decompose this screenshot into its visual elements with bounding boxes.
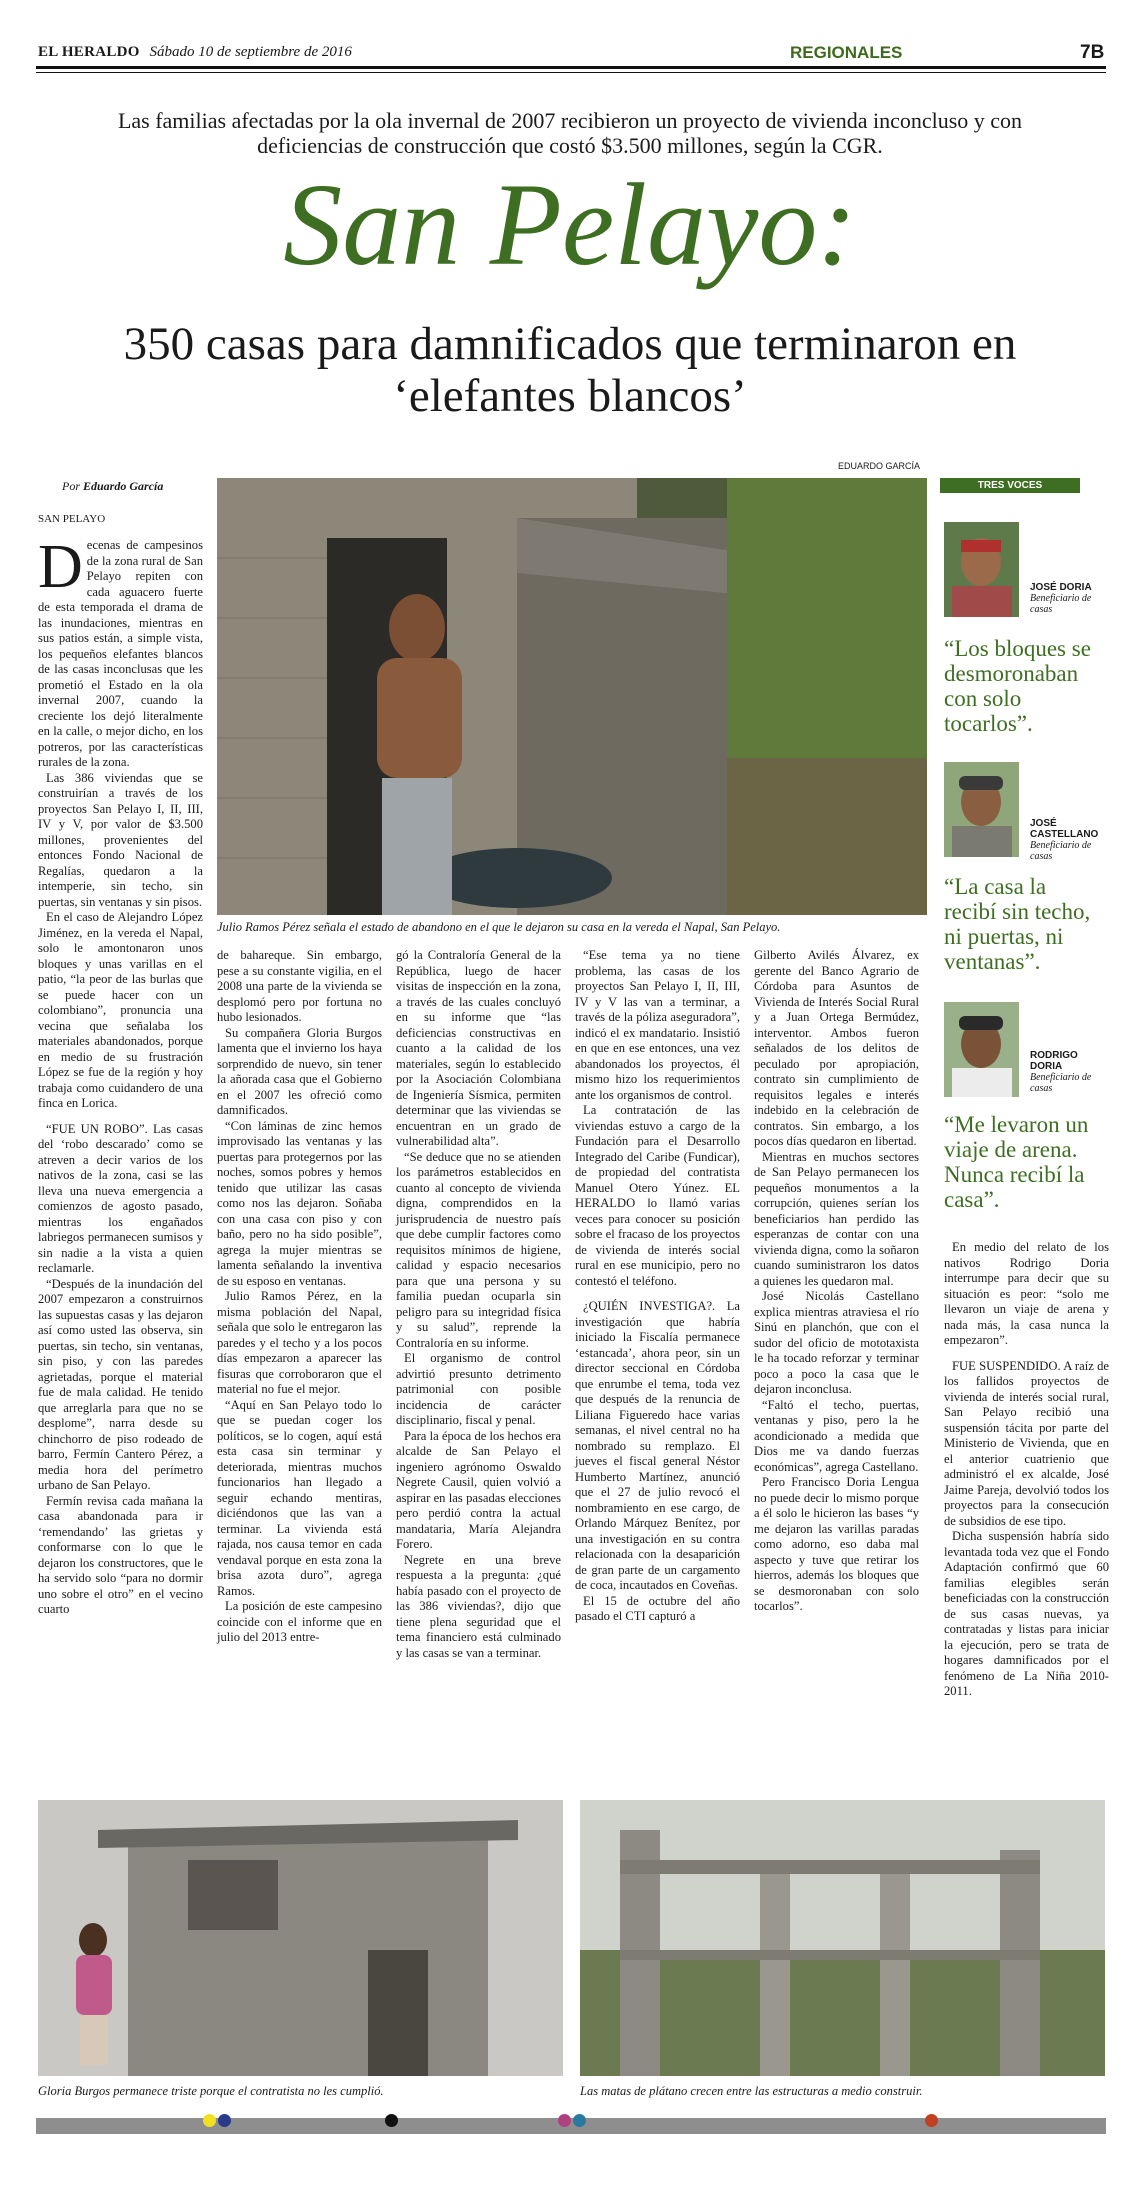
paragraph: Las 386 viviendas que se construirían a través de los proyectos San Pelayo I, II, III, IV y V, por valor de $3.500 millones, provenientes del entonces Fondo Nacional de Regalías, quedaron a la intemperie, sin techo, sin puertas, sin ventanas y sin pisos.	[38, 770, 203, 909]
paragraph: “Con láminas de zinc hemos improvisado las ventanas y las puertas para protegernos por las noches, somos pobres y hemos tenido que utilizar las casas como nos las dejaron. Soñaba con una casa con piso y con baño, pero no ha sido posible”, agrega la mujer mientras se lamenta señalando la inventiva de su esposo en ventanas.	[217, 1118, 382, 1288]
voice-quote-2: “La casa la recibí sin techo, ni puertas, ni ventanas”.	[944, 874, 1091, 974]
drop-cap: D	[38, 533, 83, 601]
registration-dot-cyan	[573, 2114, 586, 2127]
voice-name: JOSÉ CASTELLANO	[1030, 818, 1099, 840]
registration-dot-yellow	[203, 2114, 216, 2127]
voice-photo-1	[944, 522, 1019, 617]
registration-dot-magenta	[558, 2114, 571, 2127]
paragraph: Gilberto Avilés Álvarez, ex gerente del Banco Agrario de Córdoba para Asuntos de Vivienda de Interés Social Rural y a Juan Ortega Bermúdez, interventor. Ambos fueron señalados de los delitos de peculado por apropiación, contrato sin cumplimiento de requisitos legales e interés indebido en la celebración de contratos. Sin embargo, a los pocos días quedaron en libertad.	[754, 948, 919, 1148]
paragraph: La posición de este campesino coincide con el informe que en julio del 2013 entre-	[217, 1599, 382, 1644]
dateline: SAN PELAYO	[38, 513, 106, 525]
paragraph: gó la Contraloría General de la República, luego de hacer visitas de inspección en la zona, a través de las cuales concluyó en su informe que “las deficiencias constructivas en cuanto a la calidad de los materiales, según lo establecido por la Asociación Colombiana de Ingeniería Sísmica, permiten determinar que las viviendas se encuentran en un grado de vulnerabilidad alta”.	[396, 948, 561, 1148]
paragraph: de bahareque. Sin embargo, pese a su constante vigilia, en el 2008 una parte de la vivienda se desplomó pero por fortuna no hubo lesionados.	[217, 948, 382, 1024]
voice-name: JOSÉ DORIA	[1030, 582, 1092, 593]
bottom-photo-right	[580, 1800, 1105, 2076]
paragraph: El 15 de octubre del año pasado el CTI capturó a	[575, 1593, 740, 1623]
page-number: 7B	[1080, 42, 1105, 63]
byline	[62, 479, 163, 494]
paragraph: “Se deduce que no se atienden los parámetros establecidos en cuanto al concepto de vivienda digna, comprendidos en la jurisprudencia de nuestro país que debe cumplir factores como requisitos mínimos de higiene, calidad y espacio necesarios para que una persona y su familia puedan ocuparla sin peligro para su integridad física y su salud”, reprende la Contraloría en su informe.	[396, 1149, 561, 1350]
paragraph: José Nicolás Castellano explica mientras atraviesa el río Sinú en planchón, que con el sudor del oficio de mototaxista le ha tocado reforzar y terminar poco a poco la casa que le dejaron inconclusa.	[754, 1289, 919, 1396]
byline-author: Eduardo García	[83, 479, 164, 493]
paragraph: “Aquí en San Pelayo todo lo que se puedan coger los políticos, se lo cogen, aquí está esta casa sin terminar y deteriorada, mientras muchos funcionarios han llegado a seguir echando mentiras, diciéndonos que las van a terminar. La vivienda está rajada, nos causa temor en cada vendaval porque en esta zona la brisa azota duro”, agrega Ramos.	[217, 1397, 382, 1598]
paragraph: ecenas de campesinos de la zona rural de San Pelayo repiten con cada aguacero fuerte de esta temporada el drama de las inundaciones, mientras en sus patios están, a simple vista, los pequeños elefantes blancos de las casas inconclusas que les prometió el Estado en la ola invernal 2007, cuando la creciente los dejó literalmente en la calle, o mejor dicho, en los potreros, por las características rurales de la zona.	[38, 538, 203, 769]
paragraph: “Ese tema ya no tiene problema, las casas de los proyectos San Pelayo I, II, III, IV y V las van a terminar, a través de la póliza aseguradora”, indicó el ex mandatario. Insistió en que en ese entonces, una vez abandonados los proyectos, él mismo hizo los requerimientos ante los organismos de control.	[575, 948, 740, 1102]
paragraph: Pero Francisco Doria Lengua no puede decir lo mismo porque a él solo le hicieron las bases “y me dejaron las varillas paradas como adorno, eso daba mal aspecto y tuve que retirar los hierros, además los bloques que se desmoronaban con solo tocarlos”.	[754, 1475, 919, 1613]
voice-1-label	[1030, 582, 1110, 615]
registration-dot-blue	[218, 2114, 231, 2127]
article-column-5	[754, 948, 919, 1615]
voice-photo-3	[944, 1002, 1019, 1097]
voice-photo-2	[944, 762, 1019, 857]
article-column-6	[944, 1240, 1109, 1700]
bottom-caption-right: Las matas de plátano crecen entre las estructuras a medio construir.	[580, 2084, 923, 2098]
sidebar-tag: TRES VOCES	[940, 478, 1080, 493]
paragraph: La contratación de las viviendas estuvo a cargo de la Fundación para el Desarrollo Integrado del Caribe (Fundicar), de propiedad del contratista Manuel Otero Yúnez. EL HERALDO lo llamó varias veces para conocer su posición sobre el fracaso de los proyectos de vivienda de interés social rural en ese municipio, pero no contestó el teléfono.	[575, 1103, 740, 1288]
voice-quote-3: “Me levaron un viaje de arena. Nunca recibí la casa”.	[944, 1112, 1089, 1212]
paragraph: “Faltó el techo, puertas, ventanas y piso, pero la he acondicionado a medida que Dios me va dando fuerzas económicas”, agrega Castellano.	[754, 1397, 919, 1474]
masthead	[38, 44, 352, 61]
paragraph: “FUE UN ROBO”. Las casas del ‘robo descarado’ como se atreven a decir varios de los nativos de la zona, casi se las lleva una nueva emergencia a comienzos de agosto pasado, mientras los engañados labriegos permanecen sumisos y sin nadie a la vista a quien reclamarle.	[38, 1121, 203, 1275]
main-photo	[217, 478, 927, 915]
registration-dot-red	[925, 2114, 938, 2127]
bottom-caption-left: Gloria Burgos permanece triste porque el contratista no les cumplió.	[38, 2084, 384, 2098]
section-name: REGIONALES	[790, 43, 903, 62]
voice-quote-1: “Los bloques se desmoronaban con solo tocarlos”.	[944, 636, 1091, 736]
voice-role: Beneficiario de casas	[1030, 1072, 1092, 1094]
paragraph: Para la época de los hechos era alcalde de San Pelayo el ingeniero agrónomo Oswaldo Negrete Causil, quien volvió a aspirar en las pasadas elecciones pero perdió contra la actual mandataria, María Alejandra Forero.	[396, 1428, 561, 1551]
headline-title: San Pelayo:	[283, 159, 857, 290]
paragraph: Julio Ramos Pérez, en la misma población del Napal, señala que solo le entregaron las paredes y el techo y a los pocos días empezaron a aparecer las fisuras que corroboraron que el material no fue el mejor.	[217, 1289, 382, 1396]
voice-role: Beneficiario de casas	[1030, 840, 1092, 862]
bottom-photo-left	[38, 1800, 563, 2076]
voice-2-label	[1030, 818, 1110, 862]
main-photo-caption: Julio Ramos Pérez señala el estado de abandono en el que le dejaron su casa en la vereda el Napal, San Pelayo.	[217, 920, 781, 934]
header-rule-thin	[36, 72, 1106, 73]
paragraph: ¿QUIÉN INVESTIGA?. La investigación que habría iniciado la Fiscalía permanece ‘estancada’, ahora peor, sin un director seccional en Córdoba que enrumbe el tema, toda vez que después de la renuncia de Liliana Figueredo hace varias semanas, el nivel central no ha nombrado su remplazo. El jueves el fiscal general Néstor Humberto Martínez, anunció que el 27 de julio revocó el nombramiento en ese cargo, de Orlando Márquez Benítez, por una investigación en su contra relacionada con la desaparición de gran parte de un cargamento de coca, incautados en Coveñas.	[575, 1299, 740, 1592]
registration-dot-black	[385, 2114, 398, 2127]
article-column-1	[38, 533, 203, 1618]
photo-credit: EDUARDO GARCÍA	[838, 461, 921, 471]
paragraph: FUE SUSPENDIDO. A raíz de los fallidos proyectos de vivienda de interés social rural, San Pelayo recibió una suspensión tácita por parte del Ministerio de Vivienda, que en el anterior cuatrienio que administró el ex alcalde, José Jaime Pareja, devolvió todos los proyectos para la consecución de subsidios de ese tipo.	[944, 1358, 1109, 1528]
paragraph: Fermín revisa cada mañana la casa abandonada para ir ‘remendando’ las grietas y conformarse con lo que le dejaron los constructores, que le ha servido solo “para no dormir uno sobre el otro” en el vecino cuarto	[38, 1493, 203, 1616]
article-column-4	[575, 948, 740, 1625]
paragraph: Negrete en una breve respuesta a la pregunta: ¿qué había pasado con el proyecto de las 386 viviendas?, dijo que tiene plena seguridad que el tema financiero está culminado y las casas se van a terminar.	[396, 1552, 561, 1660]
paragraph: En el caso de Alejandro López Jiménez, en la vereda el Napal, solo le amontonaron unos bloques y unas varillas en el patio, “la peor de las burlas que se puede hacer con un colombiano”, pronuncia una vecina que señalaba los materiales abandonados, porque en medio de su frustración López se fue de la región y hoy trabaja como cuidandero de una finca en Lorica.	[38, 910, 203, 1110]
issue-date: Sábado 10 de septiembre de 2016	[149, 44, 352, 60]
kicker: Las familias afectadas por la ola invernal de 2007 recibieron un proyecto de vivienda inconcluso y con deficiencias de construcción que costó $3.500 millones, según la CGR.	[117, 108, 1023, 158]
paragraph: Su compañera Gloria Burgos lamenta que el invierno los haya sorprendido de nuevo, sin tener la añorada casa que el Gobierno en el 2007 les ofreció como damnificados.	[217, 1025, 382, 1117]
paper-name: EL HERALDO	[38, 44, 140, 60]
paragraph: Dicha suspensión habría sido levantada toda vez que el Fondo Adaptación confirmó que 60 familias elegibles serán beneficiadas con la construcción de sus casas nuevas, ya contratadas y listas para iniciar la ejecución, pero se trata de hogares damnificados por el fenómeno de La Niña 2010-2011.	[944, 1529, 1109, 1698]
article-column-3	[396, 948, 561, 1661]
paragraph: En medio del relato de los nativos Rodrigo Doria interrumpe para decir que su situación es peor: “solo me llevaron un viaje de arena y nada más, la casa nunca la empezaron”.	[944, 1240, 1109, 1347]
headline-subtitle: 350 casas para damnificados que terminaron en ‘elefantes blancos’	[123, 318, 1017, 422]
voice-3-label	[1030, 1050, 1110, 1094]
paragraph: Mientras en muchos sectores de San Pelayo permanecen los pequeños monumentos a la corrupción, quienes serían los beneficiarios han perdido las esperanzas de contar con una vivienda digna, como la soñaron cuando suministraron los datos a quienes les quedaron mal.	[754, 1149, 919, 1288]
paragraph: “Después de la inundación del 2007 empezaron a construirnos las supuestas casas y las dejaron así como usted las observa, sin puertas, sin techo, sin ventanas, sin piso, y con las paredes agrietadas, porque el material fue de mala calidad. He tenido que arreglarla para que no se desplome”, narra desde su chinchorro de piso rodeado de barro, Fermín Cantero Pérez, a media hora del perímetro urbano de San Pelayo.	[38, 1276, 203, 1492]
header-rule	[36, 66, 1106, 69]
voice-role: Beneficiario de casas	[1030, 593, 1092, 615]
voice-name: RODRIGO DORIA	[1030, 1050, 1078, 1072]
byline-prefix: Por	[62, 479, 83, 493]
color-registration-strip	[36, 2118, 1106, 2134]
paragraph: El organismo de control advirtió presunto detrimento patrimonial con posible incidencia de carácter disciplinario, fiscal y penal.	[396, 1351, 561, 1427]
article-column-2	[217, 948, 382, 1646]
